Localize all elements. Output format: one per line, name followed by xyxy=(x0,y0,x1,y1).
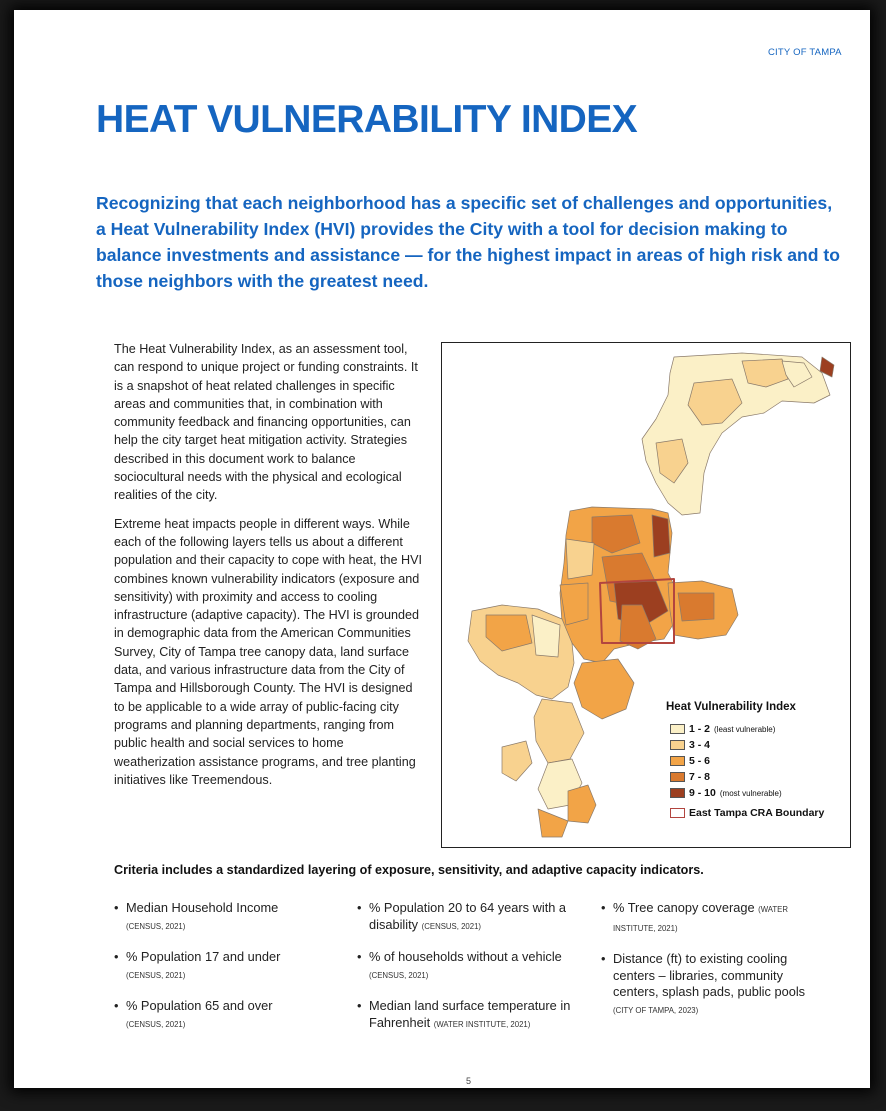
body-paragraph-1: The Heat Vulnerability Index, as an assessment tool, can respond to unique project or funding constraints. It is a snapshot of heat related challenges in specific areas and communities that, in combination with community feedback and financing opportunities, can help the city target heat mitigation activity. Strategies described in this document work to balance sociocultural needs with the physical and ecological realities of the city. xyxy=(114,342,418,503)
criteria-label: Median land surface temperature in Fahrenheit xyxy=(369,998,571,1030)
criteria-column-2 xyxy=(357,900,582,1047)
legend-swatch xyxy=(670,788,685,798)
legend-swatch xyxy=(670,772,685,782)
legend-item-2 xyxy=(670,737,850,753)
criteria-item xyxy=(601,900,826,937)
criteria-item xyxy=(114,998,339,1033)
criteria-item xyxy=(114,900,339,935)
body-text xyxy=(114,340,426,799)
criteria-label: % Population 65 and over xyxy=(126,998,273,1013)
criteria-item xyxy=(357,998,582,1033)
criteria-label: % Population 17 and under xyxy=(126,949,281,964)
legend-item-4 xyxy=(670,769,850,785)
criteria-source: (CENSUS, 2021) xyxy=(369,970,429,980)
legend-swatch xyxy=(670,724,685,734)
criteria-label: % Population 20 to 64 years with a disability xyxy=(369,900,567,932)
body-paragraph-2: Extreme heat impacts people in different ways. While each of the following layers tells us about a different population and their capacity to cope with heat, the HVI combines known vulnerability indicators (exposure and sensitivity) with proximity and access to cooling infrastructure (adaptive capacity). The HVI is grounded in demographic data from the American Communities Survey, City of Tampa tree canopy data, land surface data, and various infrastructure data from the City of Tampa and Hillsborough County. The HVI is designed to be applicable to a wide array of public-facing city programs and planning departments, ranging from public health and social services to home weatherization assistance programs, and tree planting initiatives like Treemendous. xyxy=(114,516,423,787)
legend-swatch xyxy=(670,756,685,766)
map-region xyxy=(566,539,594,579)
criteria-column-3 xyxy=(601,900,826,1033)
map-region xyxy=(678,593,714,621)
legend-label: 5 - 6 xyxy=(689,755,711,767)
criteria-label: % of households without a vehicle xyxy=(369,949,562,964)
legend-title: Heat Vulnerability Index xyxy=(666,701,796,713)
lead-paragraph: Recognizing that each neighborhood has a specific set of challenges and opportunities, a Heat Vulnerability Index (HVI) provides the City with a tool for decision making to balance investments and assistance — for the highest impact in areas of high risk and to those neighbors with the greatest need. xyxy=(96,193,841,291)
criteria-heading: Criteria includes a standardized layering of exposure, sensitivity, and adaptive capacity indicators. xyxy=(114,863,704,877)
hvi-map xyxy=(441,342,851,848)
legend-swatch xyxy=(670,740,685,750)
criteria-source: (CENSUS, 2021) xyxy=(126,1019,186,1029)
criteria-source: (CENSUS, 2021) xyxy=(421,921,482,931)
criteria-column-1 xyxy=(114,900,339,1047)
legend-item-1 xyxy=(670,721,850,737)
map-region xyxy=(652,515,670,557)
legend-note: (least vulnerable) xyxy=(714,724,776,734)
criteria-source: (CENSUS, 2021) xyxy=(126,970,186,980)
criteria-source: (WATER INSTITUTE, 2021) xyxy=(433,1019,531,1029)
legend-note: (most vulnerable) xyxy=(719,788,782,798)
criteria-label: Median Household Income xyxy=(126,900,279,915)
page-number: 5 xyxy=(466,1076,472,1086)
criteria-source: (CENSUS, 2021) xyxy=(126,921,186,931)
legend-label: 1 - 2 xyxy=(689,723,711,735)
legend-swatch xyxy=(670,808,685,818)
criteria-label: % Tree canopy coverage xyxy=(613,900,755,915)
criteria-source: (CITY OF TAMPA, 2023) xyxy=(613,1005,699,1015)
criteria-item xyxy=(601,951,826,1019)
map-region xyxy=(538,809,568,837)
criteria-item xyxy=(357,949,582,984)
legend-item-5 xyxy=(670,785,850,801)
map-region xyxy=(574,659,634,719)
criteria-item xyxy=(114,949,339,984)
map-region xyxy=(568,785,596,823)
criteria-label: Distance (ft) to existing cooling centers – libraries, community centers, splash pads, public pools xyxy=(613,951,806,999)
map-region xyxy=(534,699,584,763)
legend-label: 7 - 8 xyxy=(689,771,711,783)
document-page xyxy=(14,10,870,1088)
legend-item-boundary xyxy=(670,805,850,821)
legend-label: 3 - 4 xyxy=(689,739,711,751)
page-title: HEAT VULNERABILITY INDEX xyxy=(96,98,638,141)
org-header: CITY OF TAMPA xyxy=(768,47,842,58)
criteria-source: (WATER INSTITUTE, 2021) xyxy=(613,905,789,933)
map-legend xyxy=(666,701,850,821)
legend-label: East Tampa CRA Boundary xyxy=(689,807,825,819)
map-region xyxy=(502,741,532,781)
legend-label: 9 - 10 xyxy=(689,787,716,799)
criteria-item xyxy=(357,900,582,935)
legend-item-3 xyxy=(670,753,850,769)
